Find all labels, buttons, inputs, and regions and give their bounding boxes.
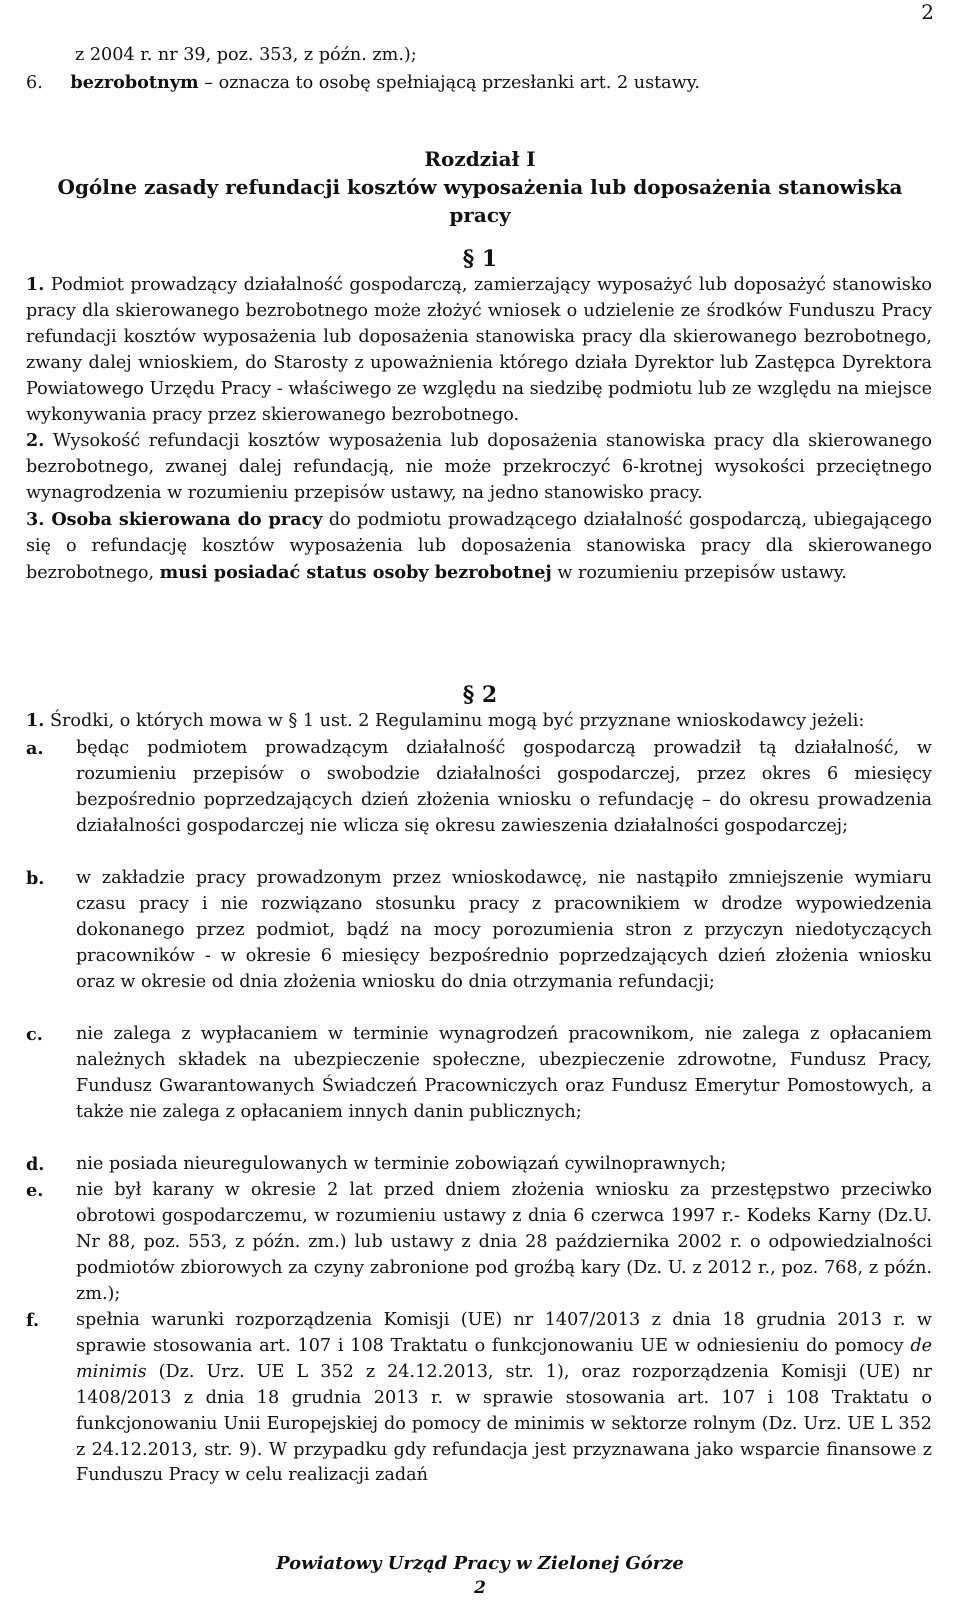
list-item-text bbox=[76, 1308, 932, 1489]
list-item bbox=[26, 1022, 932, 1126]
emphasis-text: musi posiadać status osoby bezrobotnej bbox=[159, 561, 552, 583]
footer-page-number: 2 bbox=[474, 1578, 486, 1598]
defined-term: bezrobotnym bbox=[70, 72, 199, 93]
list-item bbox=[26, 1152, 932, 1178]
section-2-header: § 2 bbox=[462, 682, 498, 708]
list-item bbox=[26, 866, 932, 996]
paragraph-text: Wysokość refundacji kosztów wyposażenia lub doposażenia stanowiska pracy dla skierowanego bezrobotnego, zwanej dalej refundacją, nie może przekroczyć 6-krotnej wysokości przeciętnego wynagrodzenia w rozumieniu przepisów ustawy, na jedno stanowisko pracy. bbox=[26, 431, 932, 504]
list-item-label: d. bbox=[26, 1154, 45, 1175]
paragraph-number: 3. bbox=[26, 509, 45, 531]
list-item-text: będąc podmiotem prowadzącym działalność gospodarczą prowadził tą działalność, w rozumieniu przepisów o swobodzie działalności gospodarczej, przez okres 6 miesięcy bezpośrednio poprzedzających dzień złożenia wniosku o refundację – do okresu prowadzenia działalności gospodarczej nie wlicza się okresu zawieszenia działalności gospodarczej; bbox=[76, 738, 932, 836]
item-number: 6. bbox=[26, 73, 43, 93]
paragraph-3 bbox=[26, 507, 932, 587]
section-1-body bbox=[26, 272, 932, 587]
list-item-text-part: spełnia warunki rozporządzenia Komisji (UE) nr 1407/2013 z dnia 18 grudnia 2013 r. w sprawie stosowania art. 107 i 108 Traktatu o funkcjonowaniu UE w odniesieniu do pomocy bbox=[76, 1310, 932, 1356]
paragraph-text: Podmiot prowadzący działalność gospodarczą, zamierzający wyposażyć lub doposażyć stanowisko pracy dla skierowanego bezrobotnego może złożyć wniosek o udzielenie ze środków Funduszu Pracy refundacji kosztów wyposażenia lub doposażenia stanowiska pracy dla skierowanego bezrobotnego, zwany dalej wnioskiem, do Starosty z upoważnienia którego działa Dyrektor lub Zastępca Dyrektora Powiatowego Urzędu Pracy - właściwego ze względu na siedzibę podmiotu lub ze względu na miejsce wykonywania pracy przez skierowanego bezrobotnego. bbox=[26, 275, 932, 425]
paragraph-text: do podmiotu prowadzącego działalność gospodarczą, ubiegającego się o refundację kosztów wyposażenia lub doposażenia stanowiska pracy dla skierowanego bezrobotnego, bbox=[26, 510, 932, 583]
intro-line: z 2004 r. nr 39, poz. 353, z późn. zm.); bbox=[75, 45, 417, 65]
paragraph-1 bbox=[26, 272, 932, 428]
paragraph-number: 2. bbox=[26, 430, 45, 452]
paragraph-text: w rozumieniu przepisów ustawy. bbox=[551, 562, 847, 583]
list-item-label: a. bbox=[26, 738, 44, 759]
definition-item-6 bbox=[26, 72, 700, 94]
chapter-title: Rozdział I bbox=[424, 147, 536, 171]
list-item-text: nie był karany w okresie 2 lat przed dniem złożenia wniosku za przestępstwo przeciwko obrotowi gospodarczemu, w rozumieniu ustawy z dnia 6 czerwca 1997 r.- Kodeks Karny (Dz.U. Nr 88, poz. 553, z późn. zm.) lub ustawy z dnia 28 października 2002 r. o odpowiedzialności podmiotów zbiorowych za czyny zabronione pod groźbą kary (Dz. U. z 2012 r., poz. 768, z późn. zm.); bbox=[76, 1180, 932, 1304]
paragraph-number: 1. bbox=[26, 710, 45, 731]
list-item-text: nie posiada nieuregulowanych w terminie zobowiązań cywilnoprawnych; bbox=[76, 1154, 727, 1174]
section-1-header: § 1 bbox=[462, 246, 498, 272]
footer-office-name: Powiatowy Urząd Pracy w Zielonej Górze bbox=[276, 1553, 684, 1574]
list-item-label: f. bbox=[26, 1310, 40, 1331]
chapter-subtitle: Ogólne zasady refundacji kosztów wyposażenia lub doposażenia stanowiska bbox=[57, 175, 903, 199]
chapter-subtitle-cont: pracy bbox=[449, 203, 511, 227]
list-item-label: b. bbox=[26, 868, 45, 889]
paragraph-number: 1. bbox=[26, 274, 45, 295]
section-2-paragraph-1 bbox=[26, 710, 864, 732]
list-item-text: nie zalega z wypłacaniem w terminie wynagrodzeń pracownikom, nie zalega z opłacaniem należnych składek na ubezpieczenie społeczne, ubezpieczenie zdrowotne, Fundusz Pracy, Fundusz Gwarantowanych Świadczeń Pracowniczych oraz Fundusz Emerytur Pomostowych, a także nie zalega z opłacaniem innych danin publicznych; bbox=[76, 1024, 932, 1122]
list-item-label: c. bbox=[26, 1024, 43, 1045]
list-item-text: w zakładzie pracy prowadzonym przez wnioskodawcę, nie nastąpiło zmniejszenie wymiaru czasu pracy i nie rozwiązano stosunku pracy z pracownikiem w drodze wypowiedzenia dokonanego przez podmiot, bądź na mocy porozumienia stron z przyczyn niedotyczących pracowników - w okresie 6 miesięcy bezpośrednio poprzedzających dzień złożenia wniosku oraz w okresie od dnia złożenia wniosku do dnia otrzymania refundacji; bbox=[76, 868, 932, 992]
emphasis-text: Osoba skierowana do pracy bbox=[44, 509, 323, 531]
italic-term: de minimis bbox=[76, 1335, 932, 1382]
paragraph-2 bbox=[26, 428, 932, 507]
definition-text: – oznacza to osobę spełniającą przesłanki art. 2 ustawy. bbox=[198, 73, 700, 93]
list-item bbox=[26, 736, 932, 840]
paragraph-text: Środki, o których mowa w § 1 ust. 2 Regulaminu mogą być przyznane wnioskodawcy jeżeli: bbox=[44, 711, 865, 731]
list-item-text-part: (Dz. Urz. UE L 352 z 24.12.2013, str. 1), oraz rozporządzenia Komisji (UE) nr 1408/2013 z dnia 18 grudnia 2013 r. w sprawie stosowania art. 107 i 108 Traktatu o funkcjonowaniu Unii Europejskiej do pomocy de minimis w sektorze rolnym (Dz. Urz. UE L 352 z 24.12.2013, str. 9). W przypadku gdy refundacja jest przyznawana jako wsparcie finansowe z Funduszu Pracy w celu realizacji zadań bbox=[76, 1361, 932, 1486]
list-item bbox=[26, 1178, 932, 1308]
list-item-label: e. bbox=[26, 1180, 44, 1201]
list-item bbox=[26, 1308, 932, 1489]
page-number-top: 2 bbox=[921, 0, 934, 24]
